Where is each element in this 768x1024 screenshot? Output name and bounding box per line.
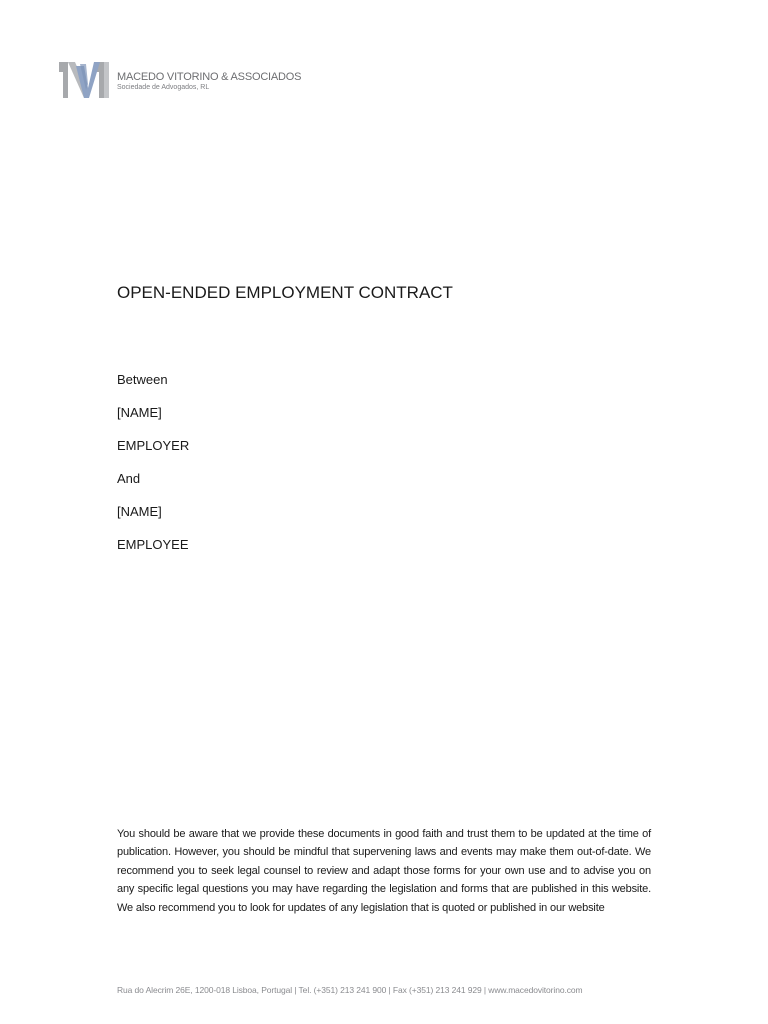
parties-line: EMPLOYER [117, 438, 190, 453]
parties-line: And [117, 471, 141, 486]
firm-subtitle: Sociedade de Advogados, RL [117, 84, 210, 91]
mv-monogram-logo-icon [58, 60, 110, 100]
parties-list [117, 371, 189, 569]
footer-address: Rua do Alecrim 26E, 1200-018 Lisboa, Portugal | Tel. (+351) 213 241 900 | Fax (+351) 213 241 929 | www.macedovitorino.com [117, 985, 583, 995]
disclaimer-paragraph: You should be aware that we provide these documents in good faith and trust them to be updated at the time of publication. However, you should be mindful that supervening laws and events may make them out-of-date. We recommend you to seek legal counsel to review and adapt those forms for your own use and to advise you on any specific legal questions you may have regarding the legislation and forms that are published in this website. We also recommend you to look for updates of any legislation that is quoted or published in our website [117, 828, 651, 914]
parties-line: [NAME] [117, 405, 162, 420]
parties-line: EMPLOYEE [117, 537, 189, 552]
parties-line: [NAME] [117, 504, 162, 519]
parties-line: Between [117, 372, 168, 387]
document-title: OPEN-ENDED EMPLOYMENT CONTRACT [117, 283, 453, 302]
firm-logo [58, 60, 318, 100]
firm-name: MACEDO VITORINO & ASSOCIADOS [117, 71, 302, 83]
logo-text [117, 71, 301, 92]
